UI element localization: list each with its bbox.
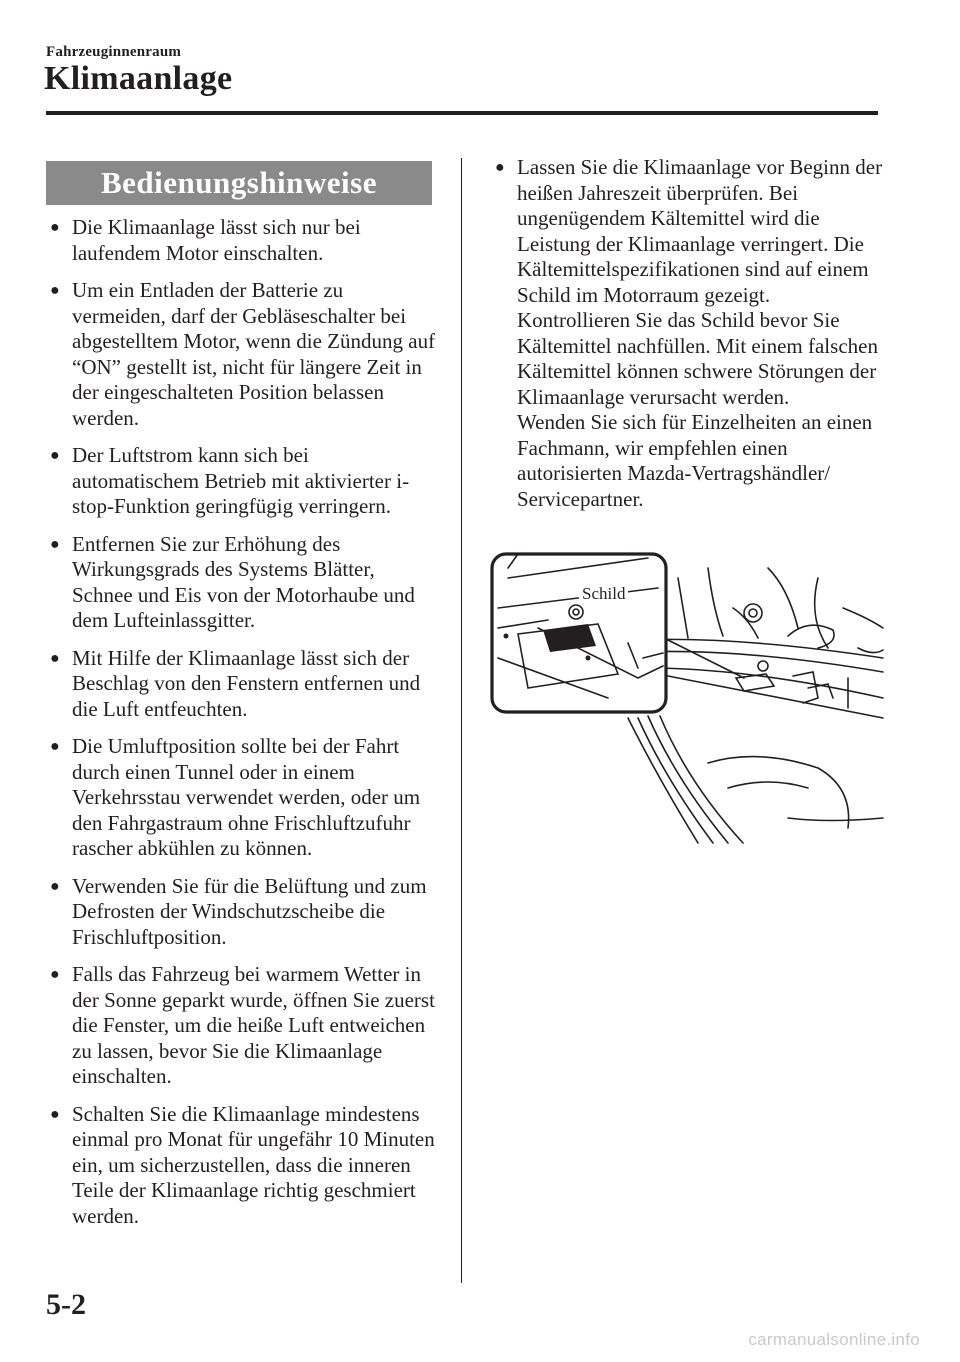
list-item-text: Der Luftstrom kann sich bei automatischem Betrieb mit aktivierter i-stop-Funktion geringfügig verringern. xyxy=(72,443,410,518)
bullet-icon: ● xyxy=(50,966,60,983)
bullet-icon: ● xyxy=(50,649,60,667)
watermark: carmanualsonline.info xyxy=(748,1330,920,1349)
section-heading: Bedienungshinweise xyxy=(46,161,432,205)
bullet-icon: ● xyxy=(50,1105,60,1123)
list-item-text: Mit Hilfe der Klimaanlage lässt sich der Beschlag von den Fenstern entfernen und die Luft entfeuchten. xyxy=(72,645,421,721)
bullet-icon: ● xyxy=(50,738,60,755)
bullet-icon: ● xyxy=(50,219,60,236)
list-item-text-continued: Wenden Sie sich für Einzelheiten an einen Fachmann, wir empfehlen einen autorisierten Mazda-Vertragshändler/ Servicepartner. xyxy=(517,410,873,511)
list-item-text: Verwenden Sie für die Belüftung und zum Defrosten der Windschutzscheibe die Frischluftposition. xyxy=(72,873,427,949)
page-number: 5-2 xyxy=(46,1288,86,1321)
chapter-title: Klimaanlage xyxy=(44,60,233,97)
right-column xyxy=(493,155,883,524)
header-rule xyxy=(46,111,878,115)
list-item-text: Schalten Sie die Klimaanlage mindestens einmal pro Monat für ungefähr 10 Minuten ein, um sicherzustellen, dass die inneren Teile der Klimaanlage richtig geschmiert werden. xyxy=(72,1101,435,1228)
bullet-icon: ● xyxy=(495,159,505,176)
list-item xyxy=(48,215,440,266)
column-divider xyxy=(461,158,462,1283)
list-item xyxy=(493,155,883,512)
bullet-icon: ● xyxy=(50,282,60,299)
figure-label: Schild xyxy=(579,584,628,604)
list-item-text: Um ein Entladen der Batterie zu vermeiden, darf der Gebläseschalter bei abgestelltem Motor, wenn die Zündung auf “ON” gestellt ist, nicht für längere Zeit in der eingeschalteten Position belassen werden. xyxy=(72,278,436,430)
list-item-text: Die Klimaanlage lässt sich nur bei laufendem Motor einschalten. xyxy=(72,215,361,265)
bullet-icon: ● xyxy=(50,877,60,895)
list-item xyxy=(48,646,440,723)
list-item xyxy=(48,443,440,520)
list-item-text: Lassen Sie die Klimaanlage vor Beginn der heißen Jahreszeit überprüfen. Bei ungenügendem Kältemittel wird die Leistung der Klimaanlage verringert. Die Kältemittelspezifikationen sind auf einem Schild im Motorraum gezeigt. Kontrollieren Sie das Schild bevor Sie Kältemittel nachfüllen. Mit einem falschen Kältemittel können schwere Störungen der Klimaanlage verursacht werden. xyxy=(517,155,883,409)
list-item xyxy=(48,734,440,862)
list-item-text: Die Umluftposition sollte bei der Fahrt durch einen Tunnel oder in einem Verkehrsstau verwendet werden, oder um den Fahrgastraum ohne Frischluftzufuhr rascher abkühlen zu können. xyxy=(72,734,421,860)
left-column xyxy=(48,215,440,1241)
list-item xyxy=(48,278,440,431)
engine-bay-drawing xyxy=(488,548,888,848)
list-item-text: Falls das Fahrzeug bei warmem Wetter in der Sonne geparkt wurde, öffnen Sie zuerst die Fenster, um die heiße Luft entweichen zu lassen, bevor Sie die Klimaanlage einschalten. xyxy=(72,962,435,1088)
breadcrumb: Fahrzeuginnenraum xyxy=(46,44,182,60)
engine-compartment-illustration xyxy=(488,548,888,848)
bullet-icon: ● xyxy=(50,535,60,553)
list-item-text: Entfernen Sie zur Erhöhung des Wirkungsgrads des Systems Blätter, Schnee und Eis von der Motorhaube und dem Lufteinlassgitter. xyxy=(72,531,415,632)
bullet-icon: ● xyxy=(50,447,60,464)
list-item xyxy=(48,532,440,634)
list-item xyxy=(48,962,440,1090)
list-item xyxy=(48,874,440,951)
list-item xyxy=(48,1102,440,1230)
